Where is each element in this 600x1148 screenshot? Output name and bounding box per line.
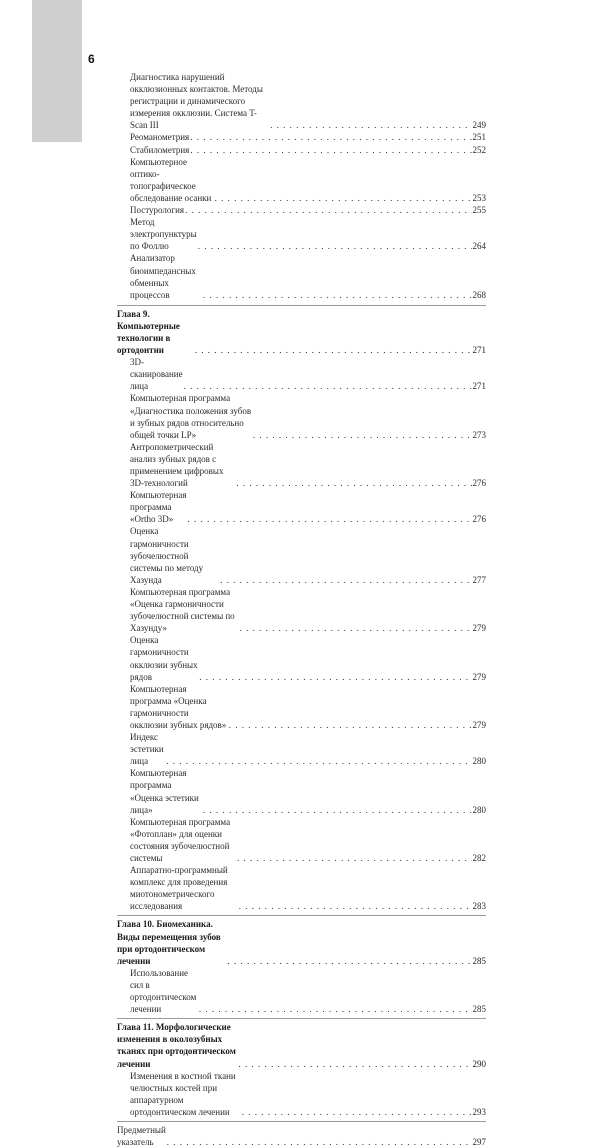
toc-entry[interactable] [117, 216, 486, 252]
entry-title: Индекс эстетики лица [130, 732, 164, 767]
entry-page: 264 [472, 241, 486, 252]
toc-entry[interactable] [117, 586, 486, 634]
toc-chapter-11[interactable] [117, 1021, 486, 1069]
entry-title: Компьютерная программа «Фотоплан» для оценки состояния зубочелюстной системы [130, 816, 231, 863]
entry-page: 276 [472, 514, 486, 525]
chapter-title: Глава 10. Биомеханика. Виды перемещения зубов при ортодонтическом лечении [117, 919, 221, 966]
chapter-title: Глава 9. Компьютерные технологии в ортодонтии [117, 308, 180, 356]
entry-title: Реоманометрия [130, 132, 190, 143]
entry-page: 273 [472, 429, 486, 440]
index-title: Предметный указатель [117, 1124, 166, 1148]
toc-entry[interactable] [117, 392, 486, 440]
chapter-page: 285 [472, 955, 486, 966]
toc-section-8-continued [117, 71, 486, 301]
entry-title: Компьютерная программа «Ortho 3D» [130, 490, 187, 525]
entry-page: 251 [472, 132, 486, 143]
dot-leader [184, 380, 472, 392]
entry-title: Метод электропунктуры по Фоллю [130, 217, 197, 252]
dot-leader [220, 574, 471, 586]
entry-page: 279 [472, 623, 486, 634]
divider [117, 305, 486, 306]
entry-title: Изменения в костной ткани челюстных костей при аппаратурном ортодонтическом лечении [130, 1070, 236, 1117]
entry-title: Антропометрический анализ зубных рядов с применением цифровых 3D-технологий [130, 441, 224, 489]
toc-chapter-9[interactable] [117, 308, 486, 356]
entry-title: Компьютерная программа «Оценка эстетики лица» [130, 768, 199, 815]
entry-title: Использование сил в ортодонтическом лечении [130, 967, 197, 1015]
dot-leader [185, 204, 471, 216]
entry-title: Постурология [130, 205, 185, 216]
chapter-page: 271 [472, 345, 486, 356]
side-tab-marker [32, 0, 82, 142]
divider [117, 915, 486, 916]
dot-leader [190, 131, 471, 143]
toc-entry[interactable] [117, 489, 486, 525]
dot-leader [253, 429, 472, 441]
toc-entry[interactable] [117, 683, 486, 731]
entry-title: Компьютерная программа «Диагностика положения зубов и зубных рядов относительно общей точки LP» [130, 393, 252, 440]
dot-leader [239, 900, 472, 912]
entry-title: Аппаратно-программный комплекс для проведения миотонометрического исследования [130, 865, 228, 912]
entry-page: 280 [472, 804, 486, 815]
toc-entry[interactable] [117, 864, 486, 912]
index-page: 297 [472, 1137, 486, 1148]
dot-leader [238, 1058, 471, 1070]
toc-entry[interactable] [117, 1070, 486, 1118]
entry-page: 293 [472, 1106, 486, 1117]
dot-leader [166, 755, 471, 767]
entry-page: 279 [472, 671, 486, 682]
dot-leader [203, 804, 472, 816]
toc-entry[interactable] [117, 156, 486, 204]
entry-page: 249 [472, 120, 486, 131]
page-number: 6 [88, 52, 95, 66]
toc-entry[interactable] [117, 441, 486, 489]
entry-title: Компьютерная программа «Оценка гармоничности зубочелюстной системы по Хазунду» [130, 586, 235, 634]
toc-entry[interactable] [117, 144, 486, 156]
dot-leader [199, 671, 471, 683]
dot-leader [195, 344, 472, 356]
toc-entry[interactable] [117, 767, 486, 815]
entry-title: Компьютерное оптико-топографическое обследование осанки [130, 156, 212, 203]
toc-entry[interactable] [117, 967, 486, 1015]
entry-page: 268 [472, 289, 486, 300]
toc-entry[interactable] [117, 71, 486, 131]
entry-page: 282 [472, 853, 486, 863]
entry-page: 255 [472, 205, 486, 216]
entry-page: 279 [472, 719, 486, 730]
toc-section-10 [117, 967, 486, 1015]
entry-page: 252 [472, 144, 486, 155]
toc-entry[interactable] [117, 356, 486, 392]
toc-entry[interactable] [117, 634, 486, 682]
dot-leader [215, 192, 472, 204]
toc-entry[interactable] [117, 131, 486, 143]
table-of-contents [117, 71, 486, 1148]
divider [117, 1121, 486, 1122]
toc-section-9 [117, 356, 486, 912]
entry-title: Анализатор биоимпедансных обменных процессов [130, 253, 196, 300]
entry-page: 271 [472, 381, 486, 392]
toc-entry[interactable] [117, 525, 486, 585]
dot-leader [188, 513, 472, 525]
entry-title: Компьютерная программа «Оценка гармоничности окклюзии зубных рядов» [130, 683, 227, 730]
dot-leader [190, 144, 471, 156]
divider [117, 1018, 486, 1019]
toc-entry[interactable] [117, 252, 486, 300]
chapter-title: Глава 11. Морфологические изменения в околозубных тканях при ортодонтическом лечении [117, 1022, 236, 1069]
entry-title: Диагностика нарушений окклюзионных контактов. Методы регистрации и динамического измерения окклюзии. Система T-Scan III [130, 72, 263, 131]
toc-entry[interactable] [117, 731, 486, 767]
chapter-page: 290 [472, 1058, 486, 1069]
dot-leader [236, 477, 471, 489]
dot-leader [198, 240, 472, 252]
dot-leader [242, 1106, 472, 1118]
entry-title: Стабилометрия [130, 144, 190, 155]
dot-leader [199, 1003, 472, 1015]
toc-index-entry[interactable] [117, 1124, 486, 1148]
entry-page: 253 [472, 192, 486, 203]
dot-leader [240, 622, 472, 634]
toc-entry[interactable] [117, 204, 486, 216]
dot-leader [237, 852, 471, 864]
entry-title: Оценка гармоничности зубочелюстной системы по методу Хазунда [130, 526, 204, 585]
dot-leader [203, 289, 472, 301]
toc-entry[interactable] [117, 816, 486, 864]
dot-leader [229, 719, 472, 731]
entry-page: 283 [472, 901, 486, 912]
toc-section-11 [117, 1070, 486, 1118]
dot-leader [167, 1136, 472, 1148]
entry-title: Оценка гармоничности окклюзии зубных рядов [130, 635, 198, 682]
toc-chapter-10[interactable] [117, 918, 486, 966]
entry-page: 280 [472, 756, 486, 767]
dot-leader [227, 955, 471, 967]
entry-page: 277 [472, 574, 486, 585]
entry-page: 285 [472, 1004, 486, 1015]
entry-title: 3D-сканирование лица [130, 357, 183, 392]
entry-page: 276 [472, 478, 486, 489]
dot-leader [270, 119, 471, 131]
